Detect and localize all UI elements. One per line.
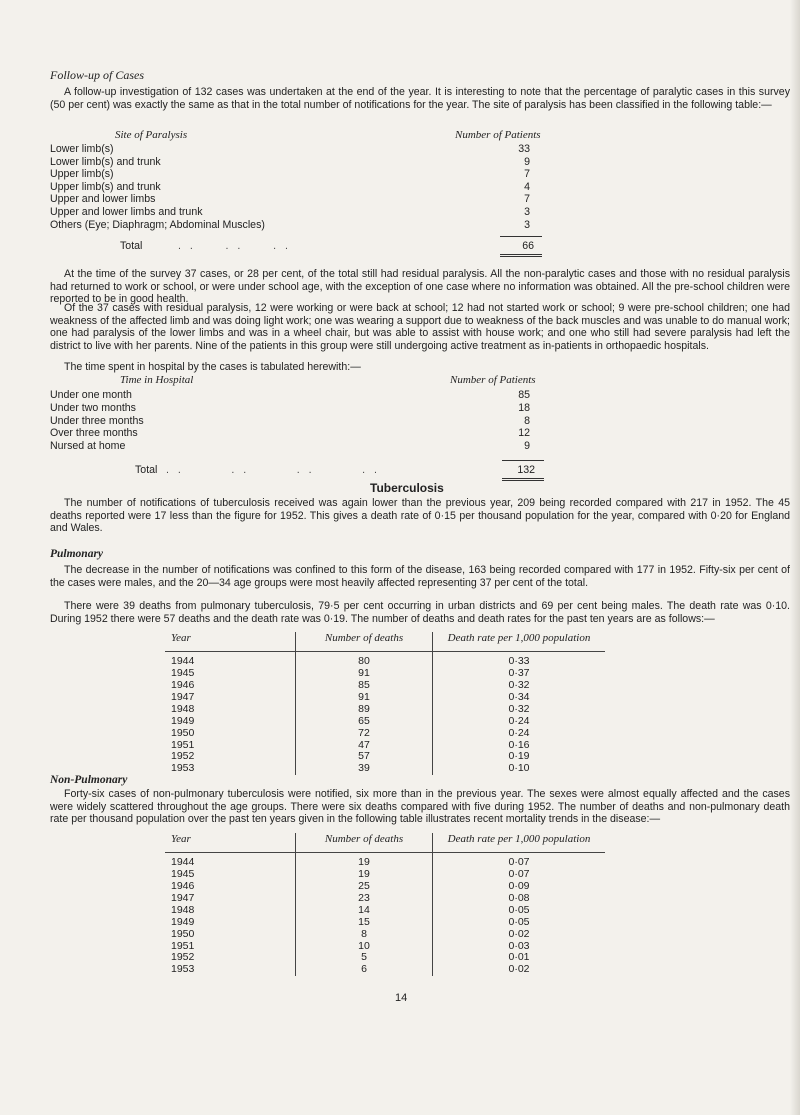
pulmonary-cell: 1951 — [171, 738, 195, 751]
pulmonary-row — [165, 692, 605, 704]
non-pulmonary-cell: 5 — [296, 952, 433, 964]
paralysis-row-value: 3 — [524, 206, 530, 218]
pulmonary-cell: 0·19 — [433, 751, 606, 763]
paralysis-row-label: Upper limb(s) — [50, 168, 114, 181]
residual-paragraph: Of the 37 cases with residual paralysis, 12 were working or were back at school; 12 had not started work or school; 9 were pre-school children; one had weakness of the affected limb and was doing light work; one was wearing a support due to weakness of the back muscles and was unable to do manual work; one had paralysis of the lower limbs and was in a wheel chair, but was able to assist with house work; and one who still had severe paralysis had left the district to live with her parents. Nine of the patients in this group were still undergoing active treatment as in-patients in orthopaedic hospitals. — [50, 302, 790, 353]
non-pulmonary-row — [165, 881, 605, 893]
pulm-header-rate: Death rate per 1,000 population — [433, 632, 606, 652]
non-pulmonary-cell: 1953 — [171, 963, 195, 976]
hospital-col2-header: Number of Patients — [450, 374, 536, 386]
tuberculosis-paragraph: The number of notifications of tuberculosis received was again lower than the previous year, 209 being recorded compared with 217 in 1952. The 45 deaths reported were 17 less than the figure for 1952. This gives a death rate of 0·15 per thousand population for the year, compared with 0·20 for England and Wales. — [50, 497, 790, 535]
non-pulmonary-cell: 0·09 — [433, 881, 606, 893]
non-pulmonary-cell: 0·01 — [433, 952, 606, 964]
paralysis-row-label: Lower limb(s) and trunk — [50, 155, 161, 168]
pulmonary-cell: 0·37 — [433, 668, 606, 680]
pulmonary-row — [165, 751, 605, 763]
non-pulmonary-row — [165, 952, 605, 964]
paralysis-row-label: Upper and lower limbs — [50, 193, 156, 206]
paralysis-total-value: 66 — [522, 240, 534, 252]
pulmonary-table — [165, 632, 605, 775]
intro-paragraph: A follow-up investigation of 132 cases was undertaken at the end of the year. It is interesting to note that the percentage of paralytic cases in this survey (50 per cent) was exactly the same as that in the total number of notifications for the year. The site of paralysis has been classified in the following table:— — [50, 86, 790, 111]
non-pulmonary-cell: 6 — [296, 964, 433, 976]
pulmonary-cell: 0·32 — [433, 680, 606, 692]
hospital-row-value: 8 — [524, 414, 530, 427]
pulmonary-row — [165, 704, 605, 716]
non-pulmonary-cell: 19 — [296, 853, 433, 869]
hospital-total-rule-bottom — [502, 478, 544, 479]
paralysis-total-rule-top — [500, 236, 542, 237]
pulmonary-row — [165, 716, 605, 728]
non-pulmonary-cell: 25 — [296, 881, 433, 893]
pulmonary-cell: 1947 — [171, 690, 195, 703]
tuberculosis-title: Tuberculosis — [370, 481, 444, 495]
pulmonary-row — [165, 680, 605, 692]
non-pulmonary-cell: 0·07 — [433, 869, 606, 881]
pulm-header-year: Year — [165, 632, 296, 652]
pulmonary-cell: 0·10 — [433, 763, 606, 775]
page-number: 14 — [395, 992, 408, 1004]
non-pulmonary-cell: 8 — [296, 929, 433, 941]
non-pulmonary-cell: 1947 — [171, 891, 195, 904]
non-pulmonary-cell: 15 — [296, 917, 433, 929]
non-pulmonary-cell: 1952 — [171, 951, 195, 964]
hospital-row-label: Over three months — [50, 427, 138, 440]
hospital-col1-header: Time in Hospital — [120, 374, 194, 386]
paralysis-total-label: Total — [120, 240, 143, 252]
hospital-total-dots: . . . . . . . . — [166, 464, 380, 476]
paralysis-total-rule-bottom2 — [500, 256, 542, 257]
paralysis-row-value: 7 — [524, 193, 530, 206]
pulmonary-cell: 0·24 — [433, 728, 606, 740]
pulmonary-cell: 80 — [296, 652, 433, 668]
pulmonary-cell: 1950 — [171, 726, 195, 739]
non-pulmonary-row — [165, 853, 605, 869]
pulmonary-row — [165, 728, 605, 740]
non-pulmonary-cell: 10 — [296, 941, 433, 953]
pulmonary-cell: 0·24 — [433, 716, 606, 728]
paralysis-row-label: Lower limb(s) — [50, 143, 114, 155]
paralysis-row-value: 4 — [524, 180, 530, 193]
non-pulmonary-row — [165, 917, 605, 929]
non-pulmonary-row — [165, 869, 605, 881]
pulmonary-cell: 1948 — [171, 702, 195, 715]
non-pulmonary-cell: 0·02 — [433, 964, 606, 976]
non-pulmonary-table — [165, 833, 605, 976]
paralysis-col2-header: Number of Patients — [455, 129, 541, 141]
hospital-row-value: 12 — [518, 427, 530, 440]
hospital-row-value: 9 — [524, 440, 530, 453]
nonpulm-header-deaths: Number of deaths — [296, 833, 433, 853]
pulmonary-row — [165, 652, 605, 668]
page-edge-shadow — [790, 0, 800, 1115]
non-pulmonary-row — [165, 941, 605, 953]
paralysis-row-value: 33 — [518, 143, 530, 155]
paralysis-total-dots: . . . . . . — [178, 240, 291, 252]
pulmonary-cell: 0·33 — [433, 652, 606, 668]
paralysis-row-value: 7 — [524, 168, 530, 181]
hospital-row-label: Nursed at home — [50, 440, 126, 453]
pulmonary-row — [165, 763, 605, 775]
pulmonary-cell: 0·16 — [433, 740, 606, 752]
pulmonary-cell: 0·32 — [433, 704, 606, 716]
paralysis-row-label: Upper limb(s) and trunk — [50, 180, 161, 193]
non-pulmonary-cell: 1950 — [171, 927, 195, 940]
pulmonary-cell: 1946 — [171, 679, 195, 691]
non-pulmonary-cell: 1946 — [171, 880, 195, 892]
pulmonary-paragraph-1: The decrease in the number of notifications was confined to this form of the disease, 163 being recorded compared with 177 in 1952. Fifty-six per cent of the cases were males, and the 20—34 age groups were most heavily affected representing 37 per cent of the total. — [50, 564, 790, 589]
pulmonary-cell: 1944 — [171, 655, 195, 668]
pulm-header-deaths: Number of deaths — [296, 632, 433, 652]
pulmonary-cell: 91 — [296, 692, 433, 704]
hospital-total-rule-bottom2 — [502, 480, 544, 481]
non-pulmonary-row — [165, 905, 605, 917]
pulmonary-cell: 1945 — [171, 667, 195, 680]
pulmonary-cell: 89 — [296, 704, 433, 716]
pulmonary-cell: 91 — [296, 668, 433, 680]
section-heading-follow-up: Follow-up of Cases — [50, 68, 145, 82]
pulmonary-cell: 57 — [296, 751, 433, 763]
non-pulmonary-cell: 0·02 — [433, 929, 606, 941]
non-pulmonary-cell: 1948 — [171, 903, 195, 916]
pulmonary-row — [165, 740, 605, 752]
paralysis-row-value: 9 — [524, 155, 530, 168]
non-pulmonary-cell: 1944 — [171, 856, 195, 869]
hospital-row-label: Under two months — [50, 401, 136, 414]
non-pulmonary-cell: 0·05 — [433, 905, 606, 917]
non-pulmonary-cell: 0·03 — [433, 941, 606, 953]
pulmonary-cell: 65 — [296, 716, 433, 728]
pulmonary-cell: 72 — [296, 728, 433, 740]
non-pulmonary-cell: 1945 — [171, 868, 195, 881]
pulmonary-heading: Pulmonary — [50, 548, 104, 560]
non-pulmonary-paragraph: Forty-six cases of non-pulmonary tuberculosis were notified, six more than in the previous year. The sexes were almost equally affected and the cases were widely scattered throughout the age groups. There were six deaths compared with five during 1952. The number of deaths and non-pulmonary death rate per thousand population over the past ten years given in the following table illustrates recent mortality trends in the disease:— — [50, 788, 790, 826]
non-pulmonary-row — [165, 893, 605, 905]
paralysis-col1-header: Site of Paralysis — [115, 129, 188, 141]
hospital-total-value: 132 — [517, 464, 535, 476]
non-pulmonary-row — [165, 929, 605, 941]
pulmonary-cell: 1949 — [171, 714, 195, 727]
nonpulm-header-year: Year — [165, 833, 296, 853]
non-pulmonary-cell: 1951 — [171, 939, 195, 952]
paralysis-row-label: Others (Eye; Diaphragm; Abdominal Muscles) — [50, 218, 265, 231]
non-pulmonary-cell: 0·05 — [433, 917, 606, 929]
non-pulmonary-heading: Non-Pulmonary — [50, 774, 128, 786]
non-pulmonary-row — [165, 964, 605, 976]
pulmonary-cell: 1953 — [171, 762, 195, 775]
hospital-row-value: 85 — [518, 389, 530, 401]
hospital-total-rule-top — [502, 460, 544, 461]
pulmonary-paragraph-2: There were 39 deaths from pulmonary tuberculosis, 79·5 per cent occurring in urban districts and 69 per cent being males. The death rate was 0·10. During 1952 there were 57 deaths and the death rate was 0·19. The number of deaths and death rates for the past ten years are as follows:— — [50, 600, 790, 625]
non-pulmonary-cell: 1949 — [171, 915, 195, 928]
pulmonary-cell: 1952 — [171, 750, 195, 763]
non-pulmonary-cell: 19 — [296, 869, 433, 881]
pulmonary-cell: 39 — [296, 763, 433, 775]
nonpulm-header-rate: Death rate per 1,000 population — [433, 833, 606, 853]
paralysis-row-label: Upper and lower limbs and trunk — [50, 206, 203, 218]
non-pulmonary-cell: 0·07 — [433, 853, 606, 869]
hospital-intro-paragraph: The time spent in hospital by the cases is tabulated herewith:— — [64, 361, 361, 373]
hospital-row-label: Under one month — [50, 389, 132, 401]
pulmonary-cell: 47 — [296, 740, 433, 752]
hospital-row-label: Under three months — [50, 414, 144, 427]
paralysis-row-value: 3 — [524, 218, 530, 231]
non-pulmonary-cell: 23 — [296, 893, 433, 905]
non-pulmonary-cell: 14 — [296, 905, 433, 917]
pulmonary-row — [165, 668, 605, 680]
pulmonary-cell: 85 — [296, 680, 433, 692]
survey-paragraph: At the time of the survey 37 cases, or 28 per cent, of the total still had residual paralysis. All the non-paralytic cases and those with no residual paralysis had returned to work or school, or were under school age, with the exception of one case where no information was obtained. All the pre-school children were reported to be in good health. — [50, 268, 790, 306]
hospital-row-value: 18 — [518, 401, 530, 414]
paralysis-total-rule-bottom — [500, 254, 542, 255]
non-pulmonary-cell: 0·08 — [433, 893, 606, 905]
hospital-total-label: Total — [135, 464, 158, 476]
pulmonary-cell: 0·34 — [433, 692, 606, 704]
